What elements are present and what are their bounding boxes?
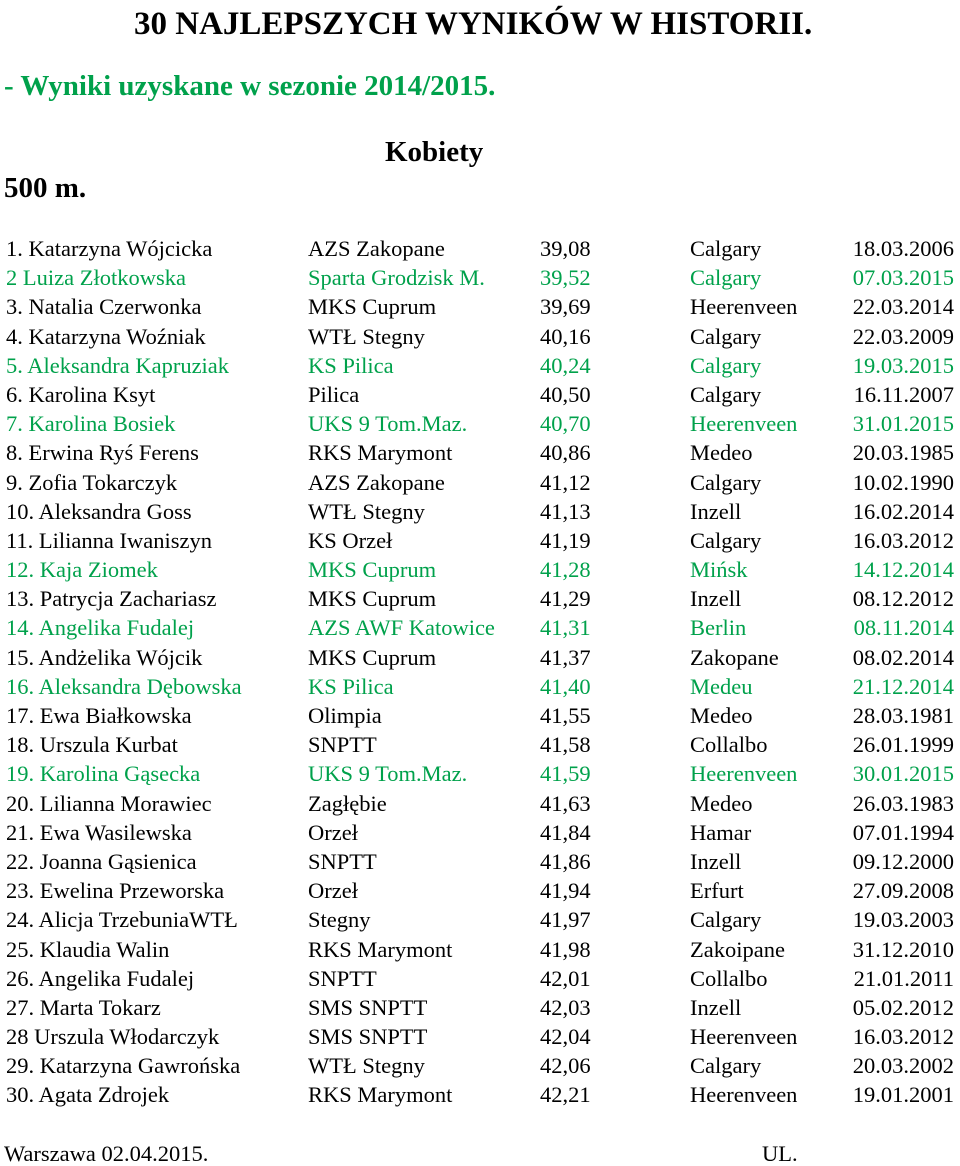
result-date: 21.12.2014 xyxy=(852,673,954,699)
result-row xyxy=(0,964,960,993)
result-time: 41,55 xyxy=(540,703,591,728)
result-date: 26.03.1983 xyxy=(852,790,954,816)
result-time: 41,94 xyxy=(540,878,591,904)
athlete-name: 22. Joanna Gąsienica xyxy=(6,848,197,874)
venue-name: Calgary xyxy=(690,527,762,553)
result-time: 42,21 xyxy=(540,1082,591,1108)
result-date: 07.01.1994 xyxy=(852,819,954,845)
club-name: SNPTT xyxy=(308,732,377,758)
athlete-name: 7. Karolina Bosiek xyxy=(6,411,176,437)
venue-name: Heerenveen xyxy=(690,1082,798,1108)
athlete-name: 10. Aleksandra Goss xyxy=(6,498,192,524)
athlete-name: 14. Angelika Fudalej xyxy=(6,615,195,641)
club-name: MKS Cuprum xyxy=(308,294,437,320)
venue-name: Calgary xyxy=(690,469,762,495)
club-name: Orzeł xyxy=(308,878,358,904)
venue-name: Calgary xyxy=(690,907,762,933)
club-name: Stegny xyxy=(308,907,371,933)
venue-name: Calgary xyxy=(690,381,762,407)
athlete-name: 20. Lilianna Morawiec xyxy=(6,790,212,816)
result-row xyxy=(0,263,960,292)
result-row xyxy=(0,380,960,409)
result-time: 42,04 xyxy=(540,1024,591,1050)
result-row xyxy=(0,468,960,497)
result-row xyxy=(0,613,960,642)
club-name: KS Orzeł xyxy=(308,527,393,553)
athlete-name: 29. Katarzyna Gawrońska xyxy=(6,1053,241,1079)
athlete-name: 2 Luiza Złotkowska xyxy=(6,265,186,291)
club-name: MKS Cuprum xyxy=(308,557,437,583)
result-time: 41,37 xyxy=(540,644,591,670)
result-time: 40,50 xyxy=(540,381,591,407)
club-name: Orzeł xyxy=(308,819,358,845)
result-row xyxy=(0,497,960,526)
result-date: 16.11.2007 xyxy=(853,381,954,407)
venue-name: Calgary xyxy=(690,352,762,378)
result-date: 19.01.2001 xyxy=(852,1082,954,1108)
result-date: 08.11.2014 xyxy=(853,615,954,641)
athlete-name: 19. Karolina Gąsecka xyxy=(6,761,201,787)
result-date: 16.02.2014 xyxy=(852,498,954,524)
result-time: 41,12 xyxy=(540,469,591,495)
distance-heading: 500 m. xyxy=(4,172,87,204)
result-date: 18.03.2006 xyxy=(852,236,954,261)
result-date: 21.01.2011 xyxy=(853,965,954,991)
result-date: 20.03.1985 xyxy=(852,440,954,466)
result-row xyxy=(0,701,960,730)
result-date: 16.03.2012 xyxy=(852,527,954,553)
result-date: 08.02.2014 xyxy=(852,644,954,670)
result-time: 41,86 xyxy=(540,848,591,874)
result-row xyxy=(0,905,960,934)
result-time: 41,98 xyxy=(540,936,591,962)
athlete-name: 12. Kaja Ziomek xyxy=(6,557,158,583)
venue-name: Erfurt xyxy=(690,878,744,904)
athlete-name: 11. Lilianna Iwaniszyn xyxy=(6,527,212,553)
result-time: 41,40 xyxy=(540,673,591,699)
result-row xyxy=(0,555,960,584)
venue-name: Berlin xyxy=(690,615,747,641)
result-row xyxy=(0,292,960,321)
venue-name: Collalbo xyxy=(690,965,768,991)
venue-name: Calgary xyxy=(690,1053,762,1079)
footer-location-date: Warszawa 02.04.2015. xyxy=(4,1141,209,1166)
venue-name: Calgary xyxy=(690,323,762,349)
result-row xyxy=(0,847,960,876)
result-time: 42,03 xyxy=(540,994,591,1020)
athlete-name: 25. Klaudia Walin xyxy=(6,936,170,962)
athlete-name: 21. Ewa Wasilewska xyxy=(6,819,192,845)
venue-name: Heerenveen xyxy=(690,411,798,437)
result-time: 41,28 xyxy=(540,557,591,583)
result-date: 22.03.2009 xyxy=(852,323,954,349)
result-time: 41,13 xyxy=(540,498,591,524)
club-name: SNPTT xyxy=(308,848,377,874)
result-date: 16.03.2012 xyxy=(852,1024,954,1050)
club-name: Sparta Grodzisk M. xyxy=(308,265,485,291)
result-date: 07.03.2015 xyxy=(852,265,954,291)
result-row xyxy=(0,672,960,701)
venue-name: Calgary xyxy=(690,265,762,291)
venue-name: Heerenveen xyxy=(690,294,798,320)
athlete-name: 15. Andżelika Wójcik xyxy=(6,644,203,670)
result-row xyxy=(0,818,960,847)
result-time: 40,24 xyxy=(540,352,591,378)
result-date: 14.12.2014 xyxy=(852,557,954,583)
venue-name: Medeu xyxy=(690,673,753,699)
result-row xyxy=(0,935,960,964)
result-date: 05.02.2012 xyxy=(852,994,954,1020)
venue-name: Inzell xyxy=(690,994,742,1020)
venue-name: Inzell xyxy=(690,498,742,524)
athlete-name: 9. Zofia Tokarczyk xyxy=(6,469,178,495)
result-date: 19.03.2015 xyxy=(852,352,954,378)
result-date: 08.12.2012 xyxy=(852,586,954,612)
venue-name: Mińsk xyxy=(690,557,748,583)
club-name: KS Pilica xyxy=(308,673,394,699)
club-name: SMS SNPTT xyxy=(308,994,428,1020)
athlete-name: 28 Urszula Włodarczyk xyxy=(6,1024,220,1050)
athlete-name: 30. Agata Zdrojek xyxy=(6,1082,170,1108)
venue-name: Zakoipane xyxy=(690,936,785,962)
result-row xyxy=(0,526,960,555)
result-date: 26.01.1999 xyxy=(852,732,954,758)
footer-signature: UL. xyxy=(762,1141,798,1166)
result-time: 41,29 xyxy=(540,586,591,612)
athlete-name: 8. Erwina Ryś Ferens xyxy=(6,440,199,466)
club-name: AZS Zakopane xyxy=(308,236,445,261)
category-heading: Kobiety xyxy=(385,136,484,168)
result-time: 41,31 xyxy=(540,615,591,641)
result-row xyxy=(0,1051,960,1080)
season-subtitle: - Wyniki uzyskane w sezonie 2014/2015. xyxy=(4,70,496,102)
result-time: 41,84 xyxy=(540,819,591,845)
venue-name: Inzell xyxy=(690,848,742,874)
venue-name: Zakopane xyxy=(690,644,779,670)
athlete-name: 6. Karolina Ksyt xyxy=(6,381,156,407)
club-name: Pilica xyxy=(308,381,360,407)
athlete-name: 23. Ewelina Przeworska xyxy=(6,878,225,904)
club-name: WTŁ Stegny xyxy=(308,1053,425,1079)
venue-name: Heerenveen xyxy=(690,1024,798,1050)
page-title: 30 NAJLEPSZYCH WYNIKÓW W HISTORII. xyxy=(134,6,813,42)
venue-name: Medeo xyxy=(690,703,753,728)
result-time: 41,97 xyxy=(540,907,591,933)
athlete-name: 18. Urszula Kurbat xyxy=(6,732,178,758)
club-name: RKS Marymont xyxy=(308,936,453,962)
club-name: SNPTT xyxy=(308,965,377,991)
result-time: 41,58 xyxy=(540,732,591,758)
club-name: UKS 9 Tom.Maz. xyxy=(308,761,468,787)
athlete-name: 3. Natalia Czerwonka xyxy=(6,294,202,320)
result-date: 31.01.2015 xyxy=(852,411,954,437)
club-name: UKS 9 Tom.Maz. xyxy=(308,411,468,437)
result-time: 39,08 xyxy=(540,236,591,261)
result-time: 41,59 xyxy=(540,761,591,787)
result-row xyxy=(0,876,960,905)
club-name: SMS SNPTT xyxy=(308,1024,428,1050)
club-name: RKS Marymont xyxy=(308,1082,453,1108)
venue-name: Calgary xyxy=(690,236,762,261)
club-name: Zagłębie xyxy=(308,790,387,816)
athlete-name: 26. Angelika Fudalej xyxy=(6,965,195,991)
venue-name: Medeo xyxy=(690,440,753,466)
result-time: 41,19 xyxy=(540,527,591,553)
result-time: 42,06 xyxy=(540,1053,591,1079)
result-row xyxy=(0,1022,960,1051)
result-date: 09.12.2000 xyxy=(852,848,954,874)
result-time: 39,69 xyxy=(540,294,591,320)
club-name: Olimpia xyxy=(308,703,382,728)
result-row xyxy=(0,1080,960,1109)
venue-name: Collalbo xyxy=(690,732,768,758)
athlete-name: 17. Ewa Białkowska xyxy=(6,703,192,728)
result-time: 40,70 xyxy=(540,411,591,437)
club-name: MKS Cuprum xyxy=(308,644,437,670)
results-list xyxy=(0,234,960,1110)
result-row xyxy=(0,730,960,759)
result-row xyxy=(0,789,960,818)
athlete-name: 4. Katarzyna Woźniak xyxy=(6,323,206,349)
athlete-name: 27. Marta Tokarz xyxy=(6,994,161,1020)
result-date: 31.12.2010 xyxy=(852,936,954,962)
result-row xyxy=(0,993,960,1022)
result-date: 19.03.2003 xyxy=(852,907,954,933)
venue-name: Medeo xyxy=(690,790,753,816)
result-date: 30.01.2015 xyxy=(852,761,954,787)
result-time: 41,63 xyxy=(540,790,591,816)
venue-name: Hamar xyxy=(690,819,752,845)
result-row xyxy=(0,759,960,788)
club-name: AZS Zakopane xyxy=(308,469,445,495)
result-row xyxy=(0,234,960,263)
result-date: 10.02.1990 xyxy=(852,469,954,495)
result-time: 42,01 xyxy=(540,965,591,991)
result-row xyxy=(0,643,960,672)
club-name: WTŁ Stegny xyxy=(308,323,425,349)
result-row xyxy=(0,409,960,438)
club-name: RKS Marymont xyxy=(308,440,453,466)
result-date: 28.03.1981 xyxy=(852,703,954,728)
result-row xyxy=(0,322,960,351)
athlete-name: 5. Aleksandra Kapruziak xyxy=(6,352,230,378)
club-name: MKS Cuprum xyxy=(308,586,437,612)
venue-name: Inzell xyxy=(690,586,742,612)
athlete-name: 1. Katarzyna Wójcicka xyxy=(6,236,213,261)
result-time: 39,52 xyxy=(540,265,591,291)
club-name: WTŁ Stegny xyxy=(308,498,425,524)
club-name: AZS AWF Katowice xyxy=(308,615,495,641)
result-row xyxy=(0,351,960,380)
result-date: 20.03.2002 xyxy=(852,1053,954,1079)
result-date: 22.03.2014 xyxy=(852,294,954,320)
athlete-name: 13. Patrycja Zachariasz xyxy=(6,586,217,612)
result-date: 27.09.2008 xyxy=(852,878,954,904)
result-row xyxy=(0,584,960,613)
athlete-name: 24. Alicja TrzebuniaWTŁ xyxy=(6,907,238,933)
result-time: 40,16 xyxy=(540,323,591,349)
club-name: KS Pilica xyxy=(308,352,394,378)
result-row xyxy=(0,438,960,467)
athlete-name: 16. Aleksandra Dębowska xyxy=(6,673,242,699)
result-time: 40,86 xyxy=(540,440,591,466)
venue-name: Heerenveen xyxy=(690,761,798,787)
